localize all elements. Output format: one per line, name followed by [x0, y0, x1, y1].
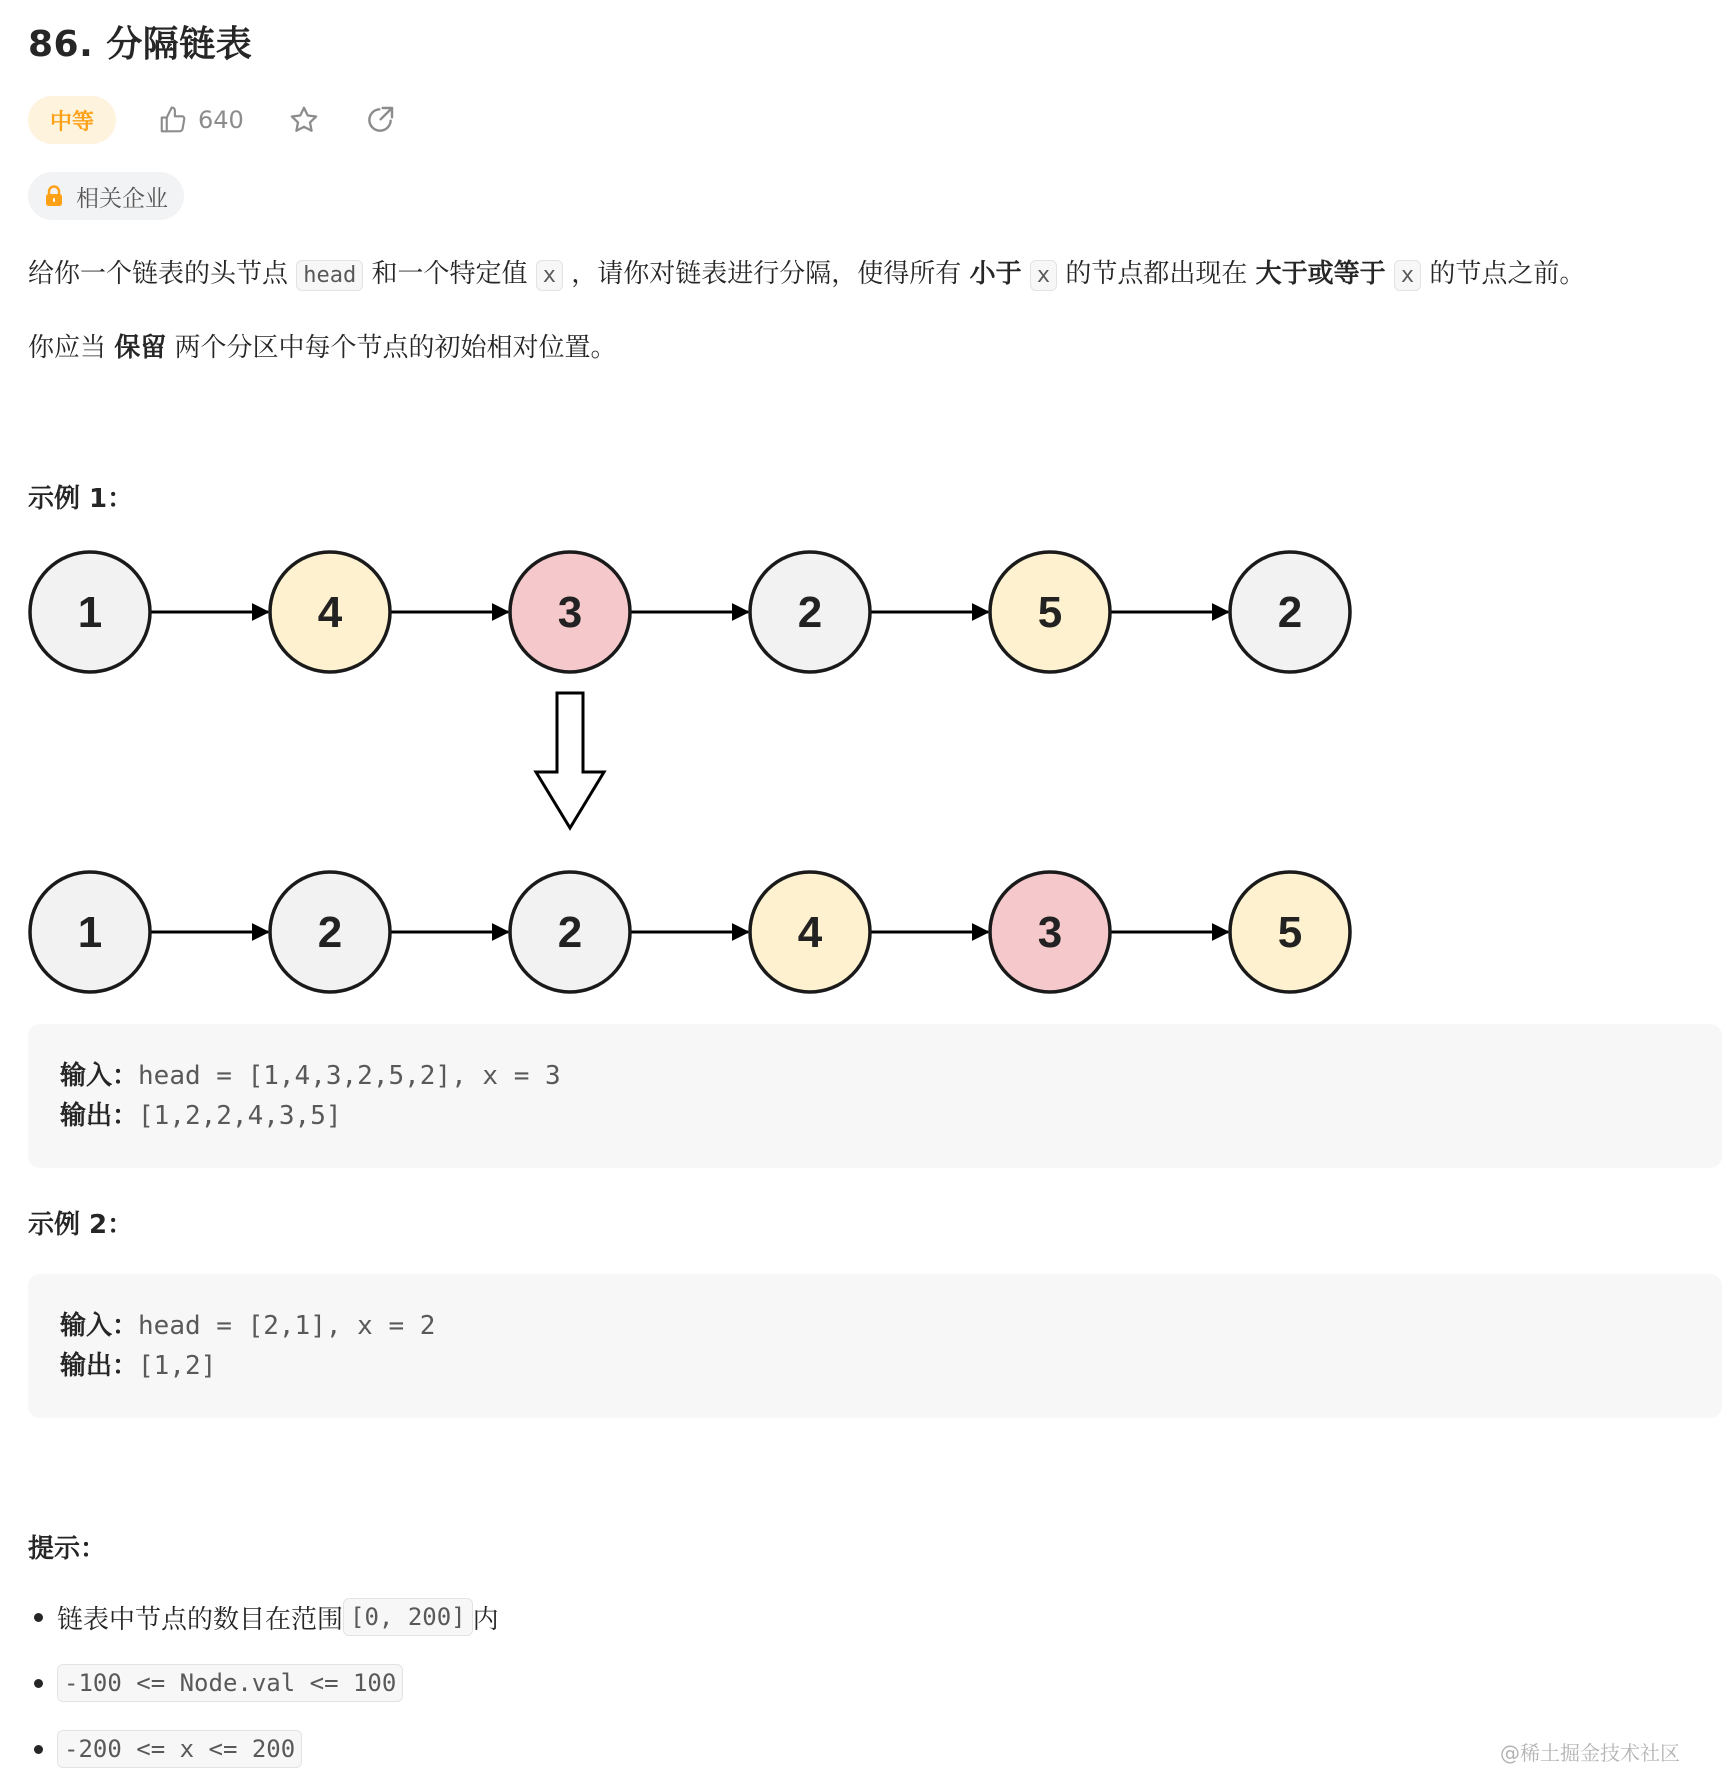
like-button[interactable] — [158, 105, 244, 135]
description-paragraph-2: 你应当 保留 两个分区中每个节点的初始相对位置。 — [28, 333, 617, 363]
list-item — [28, 1730, 302, 1768]
hints-title: 提示： — [28, 1534, 107, 1564]
before-node-value: 1 — [77, 588, 103, 637]
inline-code: -100 <= Node.val <= 100 — [57, 1664, 403, 1702]
list-item — [28, 1664, 403, 1702]
inline-code: -200 <= x <= 200 — [57, 1730, 302, 1768]
inline-code: x — [1030, 260, 1057, 291]
example-2-io — [28, 1274, 1722, 1418]
example-1-title: 示例 1： — [28, 484, 134, 514]
problem-title: 86. 分隔链表 — [28, 24, 253, 65]
before-node-value: 2 — [797, 588, 823, 637]
bullet — [34, 1745, 43, 1754]
arrow-down-icon — [536, 693, 604, 828]
inline-code: x — [536, 260, 563, 291]
example-1-diagram — [28, 540, 1380, 1000]
share-icon — [364, 104, 396, 136]
share-button[interactable] — [364, 104, 396, 136]
watermark: @稀土掘金技术社区 — [1500, 1741, 1680, 1765]
example-1-output: 输出：[1,2,2,4,3,5] — [60, 1101, 342, 1131]
list-item: 链表中节点的数目在范围 [0, 200] 内 — [28, 1598, 499, 1636]
before-node-value: 2 — [1277, 588, 1303, 637]
related-companies-tag[interactable] — [28, 172, 184, 220]
lock-icon — [44, 185, 64, 207]
example-2-output: 输出：[1,2] — [60, 1351, 217, 1381]
before-node-value: 3 — [557, 588, 583, 637]
inline-code: x — [1394, 260, 1421, 291]
description-paragraph-1: 给你一个链表的头节点 head 和一个特定值 x ，请你对链表进行分隔，使得所有 小于 x 的节点都出现在 大于或等于 x 的节点之前。 — [28, 259, 1586, 289]
bullet — [34, 1679, 43, 1688]
example-2-input: 输入：head = [2,1], x = 2 — [60, 1311, 436, 1341]
bullet — [34, 1613, 43, 1622]
thumbs-up-icon — [158, 105, 188, 135]
after-node-value: 5 — [1277, 908, 1303, 957]
inline-code: [0, 200] — [343, 1598, 473, 1636]
related-companies-label: 相关企业 — [76, 185, 168, 212]
after-node-value: 3 — [1037, 908, 1063, 957]
after-node-value: 1 — [77, 908, 103, 957]
difficulty-badge: 中等 — [28, 96, 116, 144]
favorite-button[interactable] — [288, 104, 320, 136]
example-2-title: 示例 2： — [28, 1210, 134, 1240]
after-node-value: 4 — [797, 908, 823, 957]
example-1-input: 输入：head = [1,4,3,2,5,2], x = 3 — [60, 1061, 561, 1091]
after-node-value: 2 — [317, 908, 343, 957]
problem-meta-row — [28, 96, 396, 144]
like-count: 640 — [198, 106, 244, 134]
star-icon — [288, 104, 320, 136]
example-1-io — [28, 1024, 1722, 1168]
inline-code: head — [296, 260, 363, 291]
after-node-value: 2 — [557, 908, 583, 957]
before-node-value: 5 — [1037, 588, 1063, 637]
before-node-value: 4 — [317, 588, 343, 637]
